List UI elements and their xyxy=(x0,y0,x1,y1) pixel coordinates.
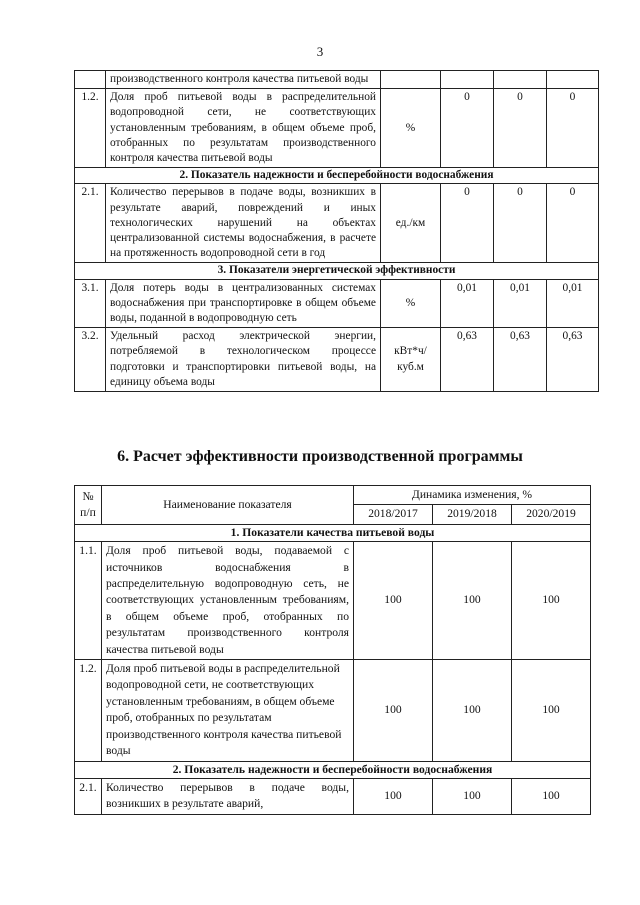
table-row xyxy=(75,328,599,392)
header-row xyxy=(75,486,591,505)
section-row xyxy=(75,524,591,541)
table-row xyxy=(75,89,599,168)
row-number: 3.1. xyxy=(75,279,106,328)
section-row xyxy=(75,761,591,778)
header-number: № п/п xyxy=(75,486,102,525)
section-title: 2. Показатель надежности и бесперебойности водоснабжения xyxy=(75,168,599,184)
row-value: 0 xyxy=(494,184,547,263)
header-year: 2019/2018 xyxy=(433,505,512,524)
row-value: 100 xyxy=(354,542,433,660)
row-unit: % xyxy=(381,89,441,168)
row-value: 0,01 xyxy=(494,279,547,328)
row-value xyxy=(547,71,599,89)
row-value: 100 xyxy=(433,542,512,660)
row-value: 100 xyxy=(512,778,591,814)
row-description: Доля проб питьевой воды, подаваемой с источников водоснабжения в распределительную водопроводную сеть, не соответствующих установленным требованиям, в общем объеме проб, отобранных по результатам производственного контроля качества питьевой воды xyxy=(102,542,354,660)
row-number: 3.2. xyxy=(75,328,106,392)
row-value: 100 xyxy=(512,660,591,761)
header-dynamics: Динамика изменения, % xyxy=(354,486,591,505)
row-unit: % xyxy=(381,279,441,328)
row-value xyxy=(494,71,547,89)
row-unit: ед./км xyxy=(381,184,441,263)
row-value: 100 xyxy=(512,542,591,660)
row-unit: кВт*ч/куб.м xyxy=(381,328,441,392)
row-value: 100 xyxy=(433,660,512,761)
header-year: 2020/2019 xyxy=(512,505,591,524)
efficiency-table xyxy=(74,485,591,815)
table-row xyxy=(75,542,591,660)
table-row xyxy=(75,184,599,263)
section-row xyxy=(75,263,599,279)
section-title: 2. Показатель надежности и бесперебойности водоснабжения xyxy=(75,761,591,778)
section-title: 1. Показатели качества питьевой воды xyxy=(75,524,591,541)
row-description: Количество перерывов в подаче воды, возникших в результате аварий, xyxy=(102,778,354,814)
indicators-table xyxy=(74,70,599,392)
row-value: 0,01 xyxy=(547,279,599,328)
row-number: 1.2. xyxy=(75,660,102,761)
page-number: 3 xyxy=(316,44,324,59)
row-value: 100 xyxy=(433,778,512,814)
row-description: производственного контроля качества питьевой воды xyxy=(106,71,381,89)
row-value: 0,63 xyxy=(441,328,494,392)
row-value: 0,63 xyxy=(494,328,547,392)
table-row xyxy=(75,778,591,814)
row-description: Удельный расход электрической энергии, потребляемой в технологическом процессе подготовки и транспортировки питьевой воды, на единицу объема воды xyxy=(106,328,381,392)
table-row xyxy=(75,279,599,328)
header-year: 2018/2017 xyxy=(354,505,433,524)
row-value: 0,01 xyxy=(441,279,494,328)
row-description: Доля проб питьевой воды в распределительной водопроводной сети, не соответствующих установленным требованиям, в общем объеме проб, отобранных по результатам производственного контроля качества питьевой воды xyxy=(102,660,354,761)
row-value: 0 xyxy=(441,184,494,263)
row-value: 0 xyxy=(547,184,599,263)
row-description: Доля потерь воды в централизованных системах водоснабжения при транспортировке в общем объеме воды, поданной в водопроводную сеть xyxy=(106,279,381,328)
table-row xyxy=(75,71,599,89)
row-description: Доля проб питьевой воды в распределительной водопроводной сети, не соответствующих установленным требованиям, в общем объеме проб, отобранных по результатам производственного контроля качества питьевой воды xyxy=(106,89,381,168)
row-number xyxy=(75,71,106,89)
row-number: 2.1. xyxy=(75,778,102,814)
row-value: 0,63 xyxy=(547,328,599,392)
row-number: 1.2. xyxy=(75,89,106,168)
header-name: Наименование показателя xyxy=(102,486,354,525)
row-value: 0 xyxy=(494,89,547,168)
row-description: Количество перерывов в подаче воды, возникших в результате аварий, повреждений и иных технологических нарушений на объектах централизованной системы водоснабжения, в расчете на протяженность водопроводной сети в год xyxy=(106,184,381,263)
table-row xyxy=(75,660,591,761)
row-value xyxy=(441,71,494,89)
section-heading: 6. Расчет эффективности производственной программы xyxy=(117,448,523,465)
section-title: 3. Показатели энергетической эффективности xyxy=(75,263,599,279)
row-value: 0 xyxy=(547,89,599,168)
row-value: 100 xyxy=(354,660,433,761)
row-value: 100 xyxy=(354,778,433,814)
section-row xyxy=(75,168,599,184)
row-number: 1.1. xyxy=(75,542,102,660)
row-number: 2.1. xyxy=(75,184,106,263)
row-unit xyxy=(381,71,441,89)
row-value: 0 xyxy=(441,89,494,168)
